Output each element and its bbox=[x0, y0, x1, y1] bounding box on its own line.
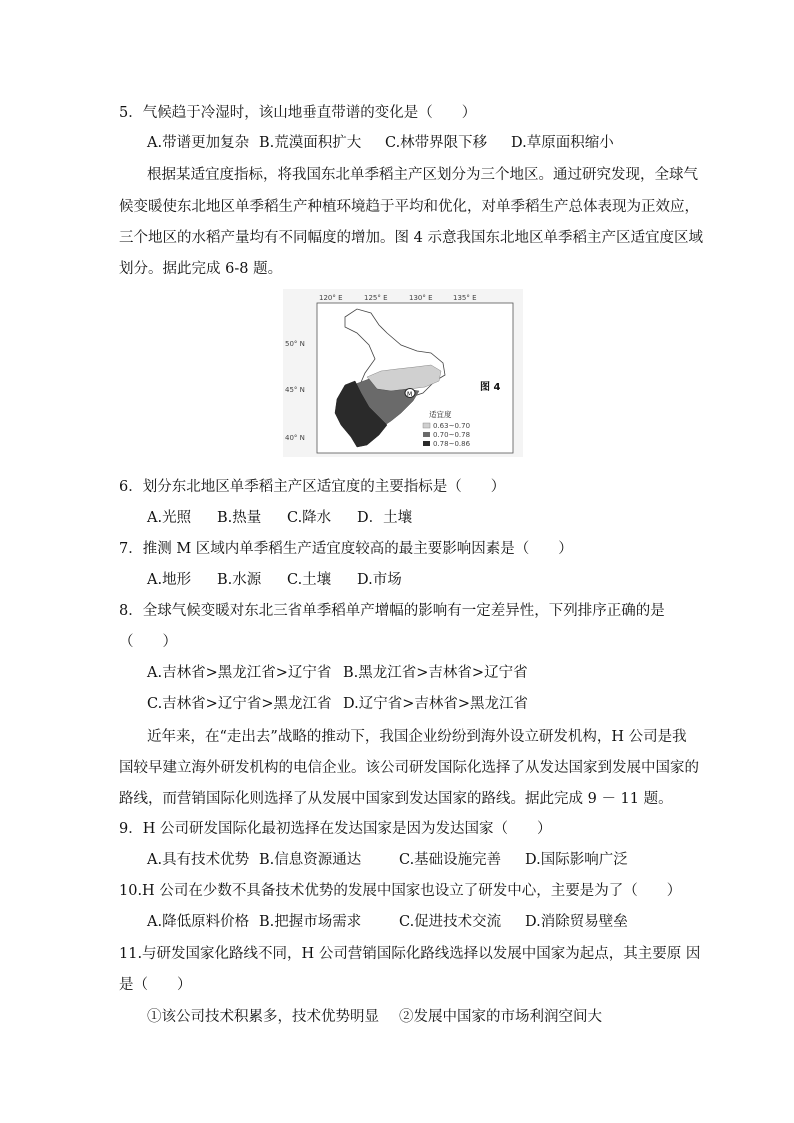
q8-option-a: A.吉林省>黑龙江省>辽宁省 bbox=[147, 665, 332, 681]
q5-option-d: D.草原面积缩小 bbox=[511, 135, 614, 151]
legend-label: 0.78~0.86 bbox=[433, 440, 471, 448]
q9-option-b: B.信息资源通达 bbox=[259, 852, 362, 868]
q9-stem: 9．H 公司研发国际化最初选择在发达国家是因为发达国家（ ） bbox=[119, 821, 552, 837]
q5-option-b: B.荒漠面积扩大 bbox=[259, 135, 362, 151]
q6-option-c: C.降水 bbox=[287, 510, 332, 526]
q11-stem-continued: 是（ ） bbox=[119, 977, 192, 993]
passage2-line: 国较早建立海外研发机构的电信企业。该公司研发国际化选择了从发达国家到发展中国家的 bbox=[119, 760, 699, 776]
q8-options-row1 bbox=[147, 663, 528, 683]
legend-swatch bbox=[423, 423, 430, 428]
q9-option-c: C.基础设施完善 bbox=[399, 852, 502, 868]
legend-title: 适宜度 bbox=[429, 410, 452, 419]
q11-choice-2: ②发展中国家的市场利润空间大 bbox=[399, 1009, 602, 1025]
passage1-line: 根据某适宜度指标，将我国东北单季稻主产区划分为三个地区。通过研究发现，全球气 bbox=[147, 167, 698, 183]
q11-choice-1: ①该公司技术积累多，技术优势明显 bbox=[147, 1009, 379, 1025]
q7-option-b: B.水源 bbox=[217, 572, 262, 588]
m-marker-label: M bbox=[407, 391, 413, 398]
q7-option-c: C.土壤 bbox=[287, 572, 332, 588]
q8-stem-continued: （ ） bbox=[119, 634, 177, 650]
q6-option-d: D．土壤 bbox=[357, 510, 413, 526]
q10-option-a: A.降低原料价格 bbox=[147, 914, 250, 930]
legend-label: 0.70~0.78 bbox=[433, 431, 471, 439]
figure-label: 图 4 bbox=[480, 382, 501, 393]
q8-option-b: B.黑龙江省>吉林省>辽宁省 bbox=[343, 665, 528, 681]
q8-options-row2 bbox=[147, 694, 528, 714]
figure-4-map bbox=[283, 289, 523, 457]
q7-option-d: D.市场 bbox=[357, 572, 402, 588]
legend-swatch bbox=[423, 432, 430, 437]
lat-tick: 45° N bbox=[285, 386, 305, 394]
lon-tick: 125° E bbox=[364, 294, 388, 302]
lon-tick: 135° E bbox=[453, 294, 477, 302]
q6-option-b: B.热量 bbox=[217, 510, 262, 526]
q10-options bbox=[147, 912, 628, 932]
q5-stem: 5．气候趋于冷湿时，该山地垂直带谱的变化是（ ） bbox=[119, 105, 477, 121]
lat-tick: 50° N bbox=[285, 340, 305, 348]
q7-stem: 7．推测 M 区域内单季稻生产适宜度较高的最主要影响因素是（ ） bbox=[119, 541, 573, 557]
q6-options bbox=[147, 508, 412, 528]
legend-label: 0.63~0.70 bbox=[433, 422, 471, 430]
q7-options bbox=[147, 570, 402, 590]
q10-stem: 10.H 公司在少数不具备技术优势的发展中国家也设立了研发中心，主要是为了（ ） bbox=[119, 883, 682, 899]
q10-option-c: C.促进技术交流 bbox=[399, 914, 502, 930]
q8-stem: 8．全球气候变暖对东北三省单季稻单产增幅的影响有一定差异性，下列排序正确的是 bbox=[119, 603, 665, 619]
passage1-line: 三个地区的水稻产量均有不同幅度的增加。图 4 示意我国东北地区单季稻主产区适宜度区域 bbox=[119, 230, 703, 246]
legend-swatch bbox=[423, 441, 430, 446]
q6-stem: 6．划分东北地区单季稻主产区适宜度的主要指标是（ ） bbox=[119, 479, 506, 495]
q5-option-c: C.林带界限下移 bbox=[385, 135, 488, 151]
q11-choices bbox=[147, 1007, 602, 1027]
q8-option-d: D.辽宁省>吉林省>黑龙江省 bbox=[343, 696, 529, 712]
lat-tick: 40° N bbox=[285, 434, 305, 442]
q8-option-c: C.吉林省>辽宁省>黑龙江省 bbox=[147, 696, 332, 712]
q9-options bbox=[147, 850, 628, 870]
q11-stem: 11.与研发国家化路线不同，H 公司营销国际化路线选择以发展中国家为起点，其主要原 因 bbox=[119, 946, 701, 962]
lon-tick: 120° E bbox=[319, 294, 343, 302]
q7-option-a: A.地形 bbox=[147, 572, 192, 588]
q9-option-d: D.国际影响广泛 bbox=[525, 852, 628, 868]
passage1-line: 划分。据此完成 6-8 题。 bbox=[119, 261, 283, 277]
lon-tick: 130° E bbox=[409, 294, 433, 302]
map-svg bbox=[283, 289, 523, 457]
q6-option-a: A.光照 bbox=[147, 510, 192, 526]
passage2-line: 近年来，在“走出去”战略的推动下，我国企业纷纷到海外设立研发机构，H 公司是我 bbox=[147, 729, 687, 745]
q5-option-a: A.带谱更加复杂 bbox=[147, 135, 250, 151]
passage2-line: 路线，而营销国际化则选择了从发展中国家到发达国家的路线。据此完成 9 － 11 题。 bbox=[119, 791, 673, 807]
q5-options bbox=[147, 133, 614, 153]
q9-option-a: A.具有技术优势 bbox=[147, 852, 250, 868]
q10-option-b: B.把握市场需求 bbox=[259, 914, 362, 930]
q10-option-d: D.消除贸易壁垒 bbox=[525, 914, 628, 930]
passage1-line: 候变暖使东北地区单季稻生产种植环境趋于平均和优化，对单季稻生产总体表现为正效应， bbox=[119, 199, 699, 215]
